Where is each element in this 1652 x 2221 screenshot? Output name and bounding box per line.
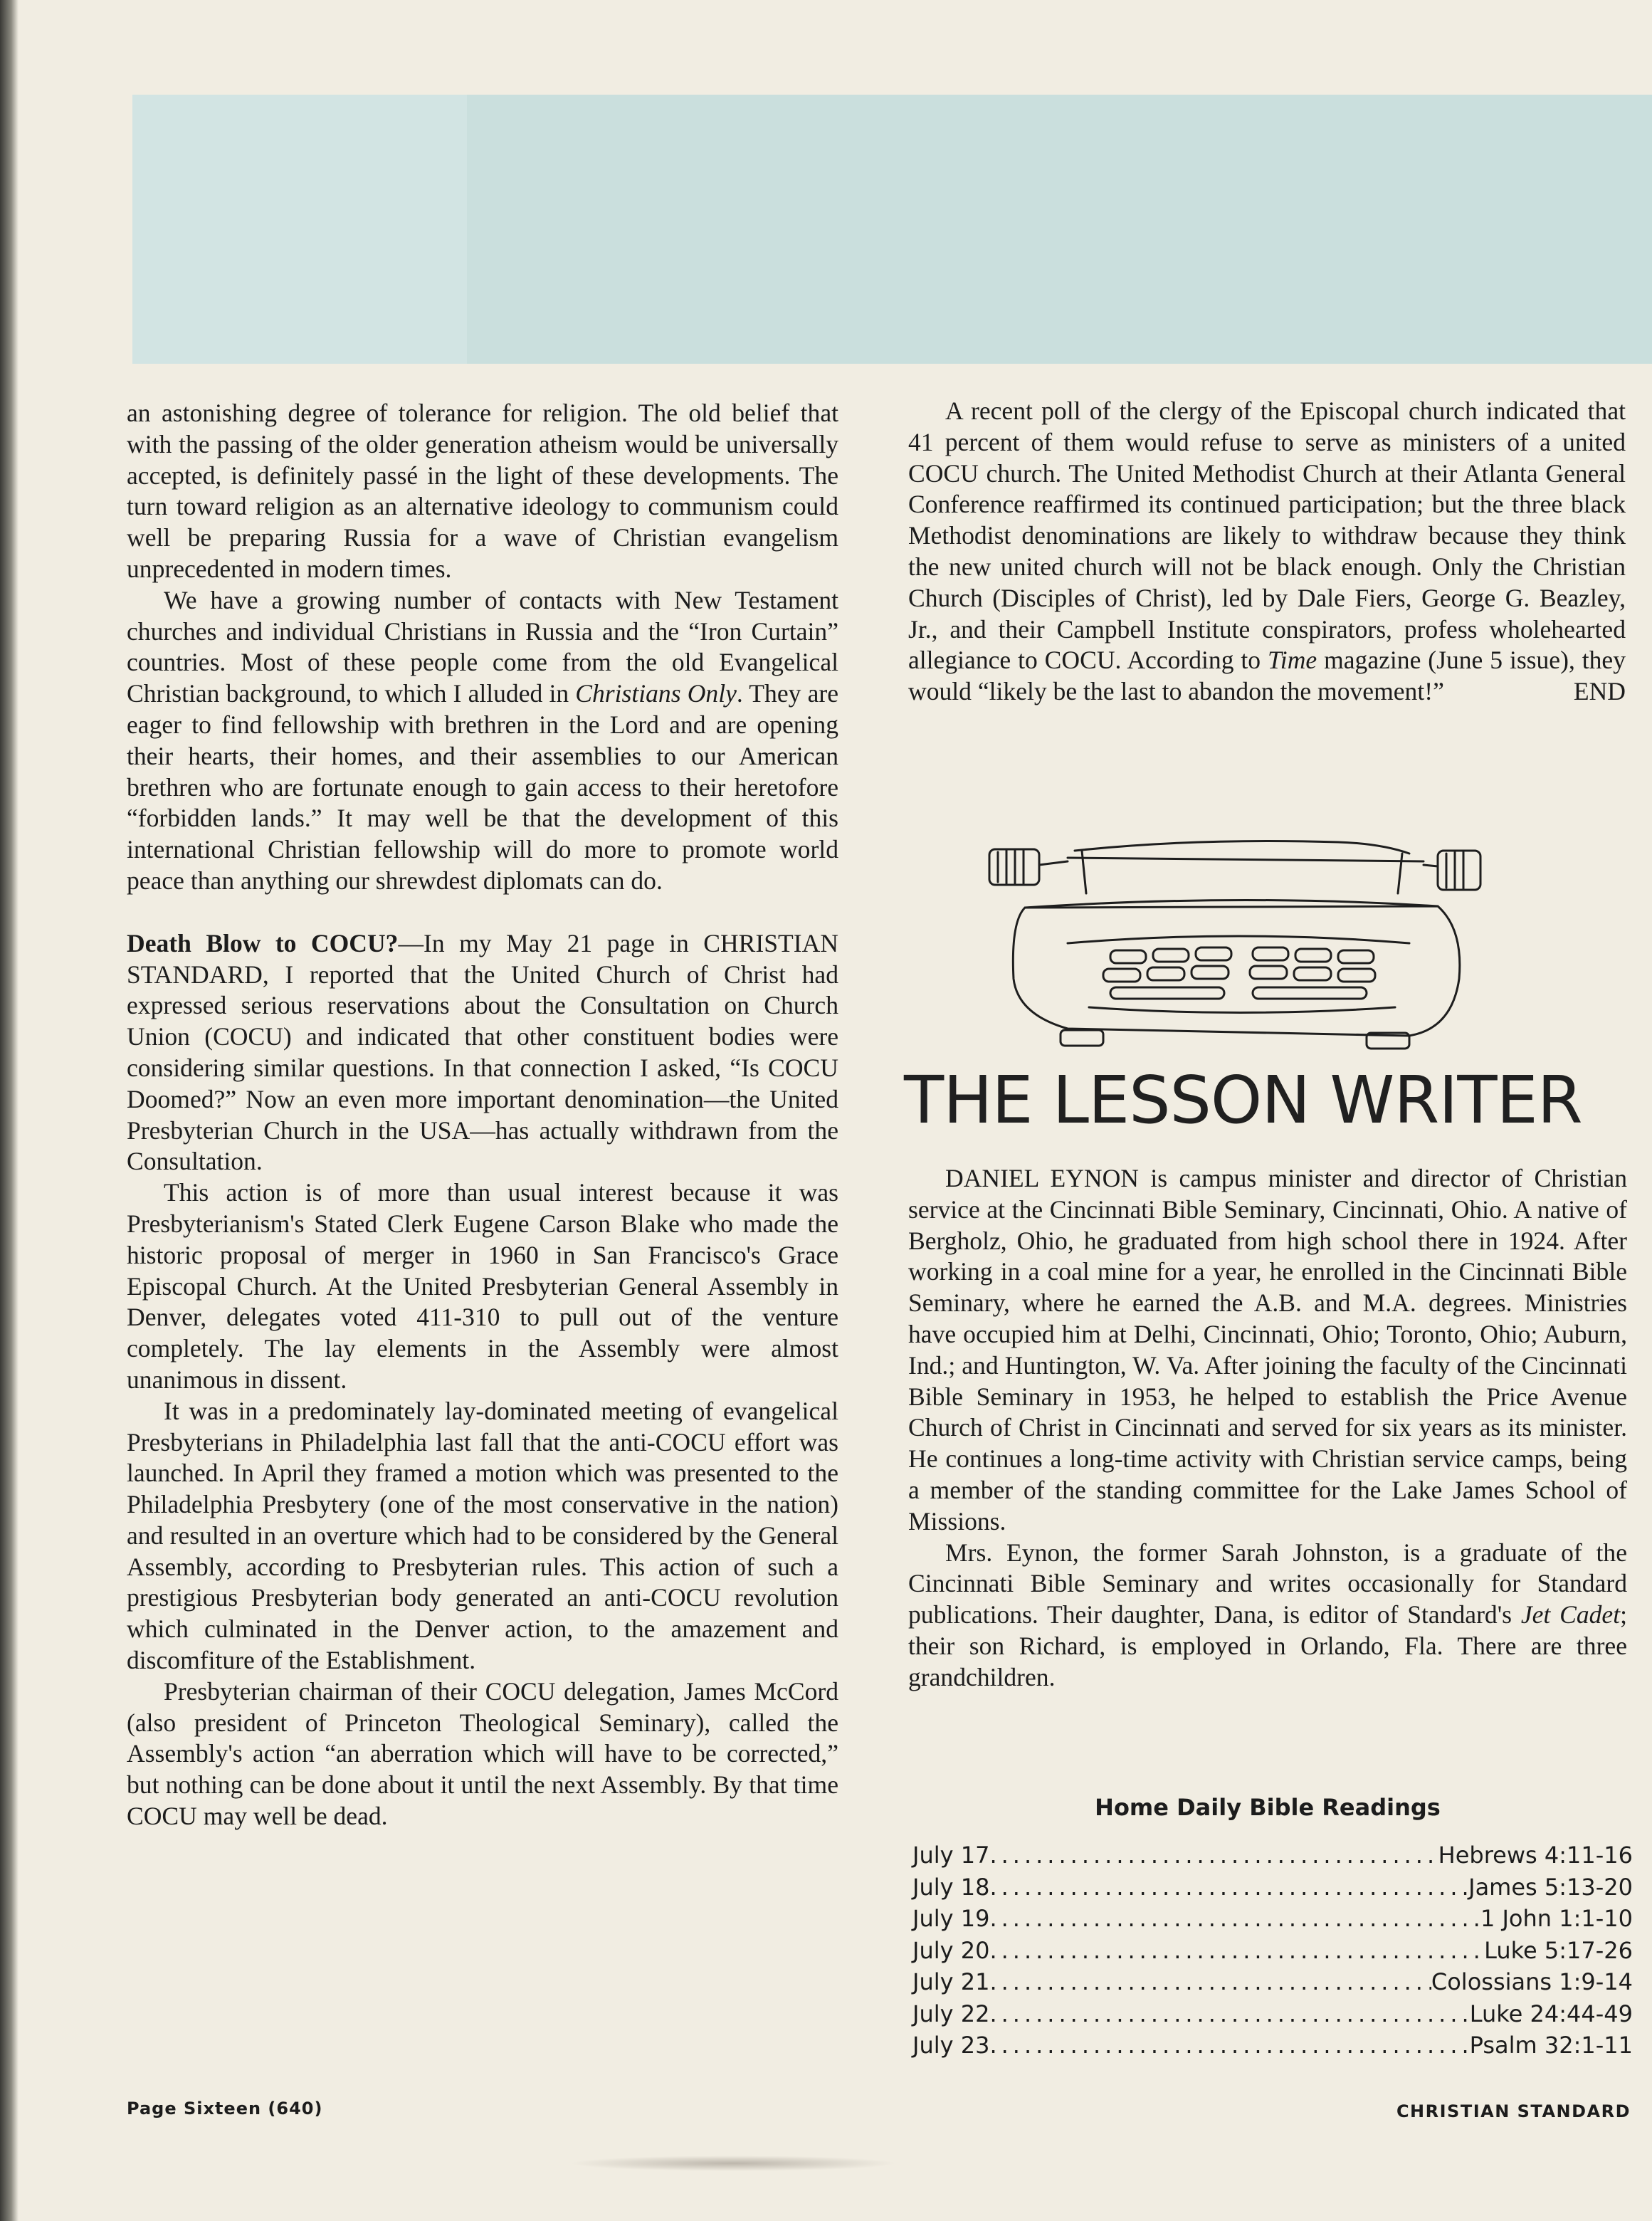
reading-date: July 21	[912, 1968, 990, 1995]
reading-reference: Luke 5:17-26	[1484, 1936, 1633, 1964]
right-paragraph-1-text: A recent poll of the clergy of the Episcopal church indicated that 41 percent of them would refuse to serve as ministers of a united COCU church. The United Methodist Church at their Atlanta General Conference reaffirmed its continued participation; but the three black Methodist denominations are likely to withdraw because they think the new united church will not be black enough. Only the Christian Church (Disciples of Christ), led by Dale Fiers, George G. Beazley, Jr., and their Campbell Institute conspirators, profess wholehearted allegiance to COCU. According to	[908, 397, 1626, 675]
reading-row	[912, 2030, 1633, 2062]
reading-reference: Hebrews 4:11-16	[1438, 1842, 1633, 1869]
left-paragraph-5: It was in a predominately lay-dominated meeting of evangelical Presbyterians in Philadelphia last fall that the anti-COCU effort was launched. In April they framed a motion which was presented to the Philadelphia Presbytery (one of the most conservative in the nation) and resulted in an overture which had to be considered by the General Assembly, according to Presbyterian rules. This action of such a prestigious Presbyterian body generated an anti-COCU revolution which culminated in the Denver action, to the amazement and discomfiture of the Establishment.	[127, 1396, 838, 1675]
reading-row	[912, 1903, 1633, 1935]
right-paragraph-1	[908, 396, 1626, 708]
reading-date: July 19	[912, 1905, 990, 1932]
reading-row	[912, 1871, 1633, 1904]
reading-row	[912, 1935, 1633, 1967]
reading-reference: James 5:13-20	[1468, 1873, 1633, 1901]
reading-reference: Colossians 1:9-14	[1431, 1968, 1633, 1995]
reading-row	[912, 1998, 1633, 2030]
left-paragraph-1: an astonishing degree of tolerance for religion. The old belief that with the passing of the older generation atheism would be universally accepted, is definitely passé in the light of these developments. The turn toward religion as an alternative ideology to communism could well be preparing Russia for a wave of Christian evangelism unprecedented in modern times.	[127, 399, 838, 583]
left-paragraph-2	[127, 585, 838, 897]
end-mark: END	[1573, 677, 1626, 706]
reading-reference: Psalm 32:1-11	[1469, 2032, 1633, 2059]
bible-readings-heading: Home Daily Bible Readings	[1095, 1794, 1441, 1821]
dot-leader	[989, 2030, 1469, 2062]
dot-leader	[989, 1839, 1438, 1871]
page-spine-shadow	[0, 0, 19, 2221]
section-runin-title: Death Blow to COCU?	[127, 928, 399, 957]
lesson-writer-paragraph-2-rest: ; their son Richard, is employed in Orlando, Fla. There are three grandchildren.	[908, 1600, 1627, 1691]
header-banner-panel	[467, 95, 1652, 364]
reading-date: July 17	[912, 1842, 990, 1869]
lesson-writer-paragraph-2-text: Mrs. Eynon, the former Sarah Johnston, is a graduate of the Cincinnati Bible Seminary and writes occasionally for Standard publications. Their daughter, Dana, is editor of Standard's	[908, 1538, 1627, 1629]
reading-row	[912, 1839, 1633, 1871]
left-paragraph-2-text: We have a growing number of contacts with New Testament churches and individual Christians in Russia and the “Iron Curtain” countries. Most of these people come from the old Evangelical Christian background, to which I alluded in	[127, 585, 838, 708]
left-paragraph-3	[127, 928, 838, 1177]
typewriter-illustration	[982, 822, 1495, 1057]
left-paragraph-4: This action is of more than usual interest because it was Presbyterianism's Stated Clerk Eugene Carson Blake who made the historic proposal of merger in 1960 in San Francisco's Grace Episcopal Church. At the United Presbyterian General Assembly in Denver, delegates voted 411-310 to pull out of the venture completely. The lay elements in the Assembly were almost unanimous in dissent.	[127, 1178, 838, 1394]
reading-row	[912, 1966, 1633, 1998]
left-paragraph-6: Presbyterian chairman of their COCU delegation, James McCord (also president of Princeton Theological Seminary), called the Assembly's action “an aberration which will have to be corrected,” but nothing can be done about it until the next Assembly. By that time COCU may well be dead.	[127, 1676, 838, 1831]
magazine-name-footer: CHRISTIAN STANDARD	[1396, 2101, 1631, 2121]
reading-date: July 18	[912, 1873, 990, 1901]
left-paragraph-2-rest: . They are eager to find fellowship with brethren in the Lord and are opening their hearts, their homes, and their assemblies to our American brethren who are fortunate enough to gain access to their heretofore “forbidden lands.” It may well be that the development of this international Christian fellowship will do more to promote world peace than anything our shrewdest diplomats can do.	[127, 679, 838, 895]
reading-date: July 22	[912, 2000, 990, 2027]
publication-title-italic: Jet Cadet	[1520, 1600, 1621, 1629]
reading-reference: Luke 24:44-49	[1469, 2000, 1633, 2027]
bleed-through-smudge	[569, 2156, 897, 2171]
left-column	[127, 398, 838, 1832]
reading-reference: 1 John 1:1-10	[1480, 1905, 1633, 1932]
bible-readings-list	[912, 1839, 1633, 2062]
dot-leader	[989, 1871, 1468, 1904]
dot-leader	[989, 1903, 1480, 1935]
dot-leader	[989, 1935, 1484, 1967]
left-paragraph-3-text: —In my May 21 page in CHRISTIAN STANDARD, I reported that the United Church of Christ had expressed serious reservations about the Consultation on Church Union (COCU) and indicated that other constituent bodies were considering similar questions. In that connection I asked, “Is COCU Doomed?” Now an even more important denomination—the United Presbyterian Church in the USA—has actually withdrawn from the Consultation.	[127, 928, 838, 1176]
lesson-writer-paragraph-2	[908, 1538, 1627, 1694]
right-column	[908, 396, 1626, 708]
header-banner	[132, 95, 1652, 364]
dot-leader	[989, 1998, 1469, 2030]
dot-leader	[989, 1966, 1431, 1998]
right-paragraph-1-rest: magazine (June 5 issue), they would “likely be the last to abandon the movement!”	[908, 646, 1626, 706]
magazine-title-italic: Time	[1267, 646, 1317, 675]
publication-title-italic: Christians Only	[575, 679, 737, 708]
page-number-footer: Page Sixteen (640)	[127, 2099, 323, 2118]
lesson-writer-paragraph-1: DANIEL EYNON is campus minister and director of Christian service at the Cincinnati Bible Seminary, Cincinnati, Ohio. A native of Bergholz, Ohio, he graduated from high school there in 1924. After working in a coal mine for a year, he enrolled in the Cincinnati Bible Seminary, where he earned the A.B. and M.A. degrees. Ministries have occupied him at Delhi, Cincinnati, Ohio; Toronto, Ohio; Auburn, Ind.; and Huntington, W. Va. After joining the faculty of the Cincinnati Bible Seminary in 1953, he helped to establish the Price Avenue Church of Christ in Cincinnati and served for six years as its minister. He continues a long-time activity with Christian service camps, being a member of the standing committee for the Lake James School of Missions.	[908, 1164, 1627, 1535]
lesson-writer-body	[908, 1163, 1627, 1694]
reading-date: July 20	[912, 1936, 990, 1964]
lesson-writer-heading: THE LESSON WRITER	[904, 1062, 1582, 1138]
reading-date: July 23	[912, 2032, 990, 2059]
